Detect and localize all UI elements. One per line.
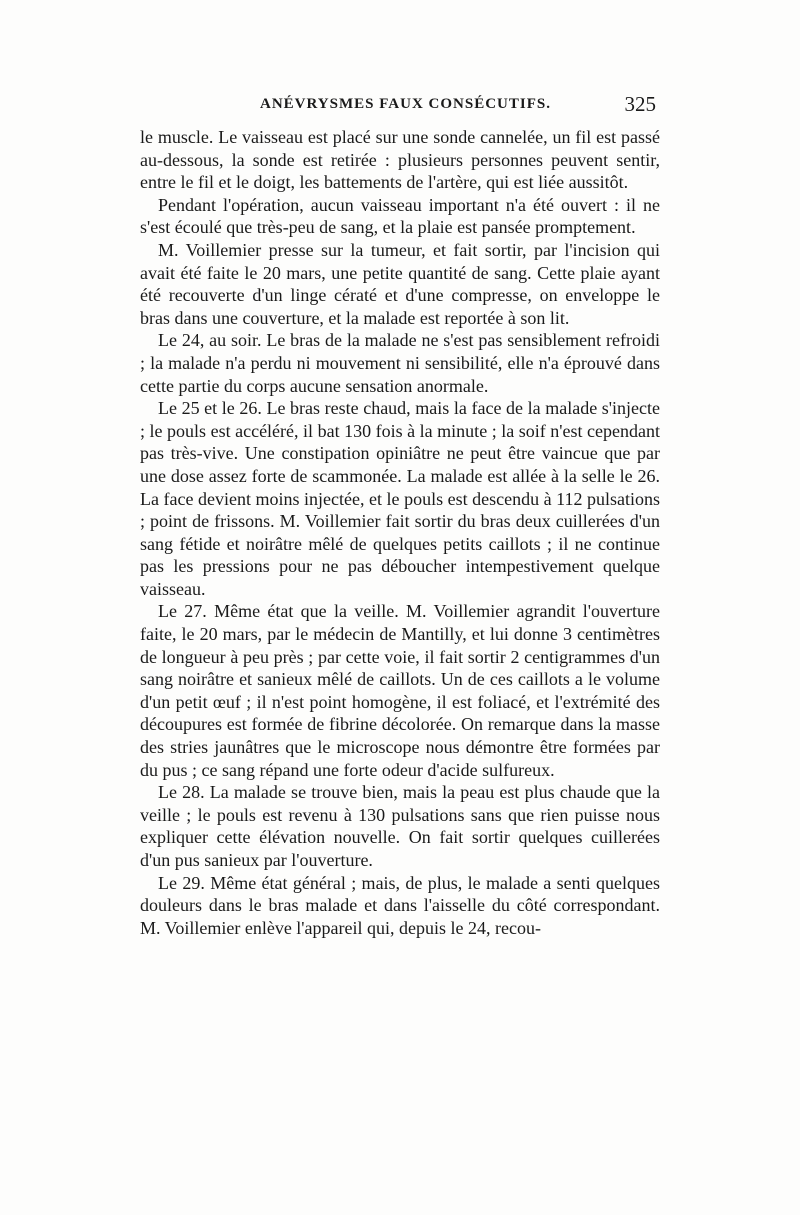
- page-number: 325: [624, 92, 656, 116]
- paragraph: Le 25 et le 26. Le bras reste chaud, mais la face de la malade s'injecte ; le pouls est accéléré, il bat 130 fois à la minute ; la soif n'est cependant pas très-vive. Une constipation opiniâtre ne peut être vaincue que par une dose assez forte de scammonée. La malade est allée à la selle le 26. La face devient moins injectée, et le pouls est descendu à 112 pulsations ; point de frissons. M. Voillemier fait sortir du bras deux cuillerées d'un sang fétide et noirâtre mêlé de quelques petits caillots ; il ne continue pas les pressions pour ne pas déboucher intempestivement quelque vaisseau.: [140, 398, 660, 599]
- paragraph: Pendant l'opération, aucun vaisseau important n'a été ouvert : il ne s'est écoulé que très-peu de sang, et la plaie est pansée promptement.: [140, 194, 660, 238]
- paragraph: Le 29. Même état général ; mais, de plus, le malade a senti quelques douleurs dans le bras malade et dans l'aisselle du côté correspondant. M. Voillemier enlève l'appareil qui, depuis le 24, recou-: [140, 872, 660, 938]
- running-title: ANÉVRYSMES FAUX CONSÉCUTIFS.: [260, 96, 551, 112]
- paragraph: M. Voillemier presse sur la tumeur, et fait sortir, par l'incision qui avait été faite le 20 mars, une petite quantité de sang. Cette plaie ayant été recouverte d'un linge cératé et d'une compresse, on enveloppe le bras dans une couverture, et la malade est reportée à son lit.: [140, 239, 660, 328]
- paragraph: Le 27. Même état que la veille. M. Voillemier agrandit l'ouverture faite, le 20 mars, par le médecin de Mantilly, et lui donne 3 centimètres de longueur à peu près ; par cette voie, il fait sortir 2 centigrammes d'un sang noirâtre et sanieux mêlé de caillots. Un de ces caillots a le volume d'un petit œuf ; il n'est point homogène, il est foliacé, et l'extrémité des découpures est formée de fibrine décolorée. On remarque dans la masse des stries jaunâtres que le microscope nous démontre être formées par du pus ; ce sang répand une forte odeur d'acide sulfureux.: [140, 601, 660, 780]
- body-text: [140, 126, 660, 939]
- running-head: [140, 92, 656, 120]
- paragraph: le muscle. Le vaisseau est placé sur une sonde cannelée, un fil est passé au-dessous, la sonde est retirée : plusieurs personnes peuvent sentir, entre le fil et le doigt, les battements de l'artère, qui est liée aussitôt.: [140, 127, 660, 193]
- paragraph: Le 28. La malade se trouve bien, mais la peau est plus chaude que la veille ; le pouls est revenu à 130 pulsations sans que rien puisse nous expliquer cette élévation nouvelle. On fait sortir quelques cuillerées d'un pus sanieux par l'ouverture.: [140, 782, 660, 870]
- paragraph: Le 24, au soir. Le bras de la malade ne s'est pas sensiblement refroidi ; la malade n'a perdu ni mouvement ni sensibilité, elle n'a éprouvé dans cette partie du corps aucune sensation anormale.: [140, 330, 660, 396]
